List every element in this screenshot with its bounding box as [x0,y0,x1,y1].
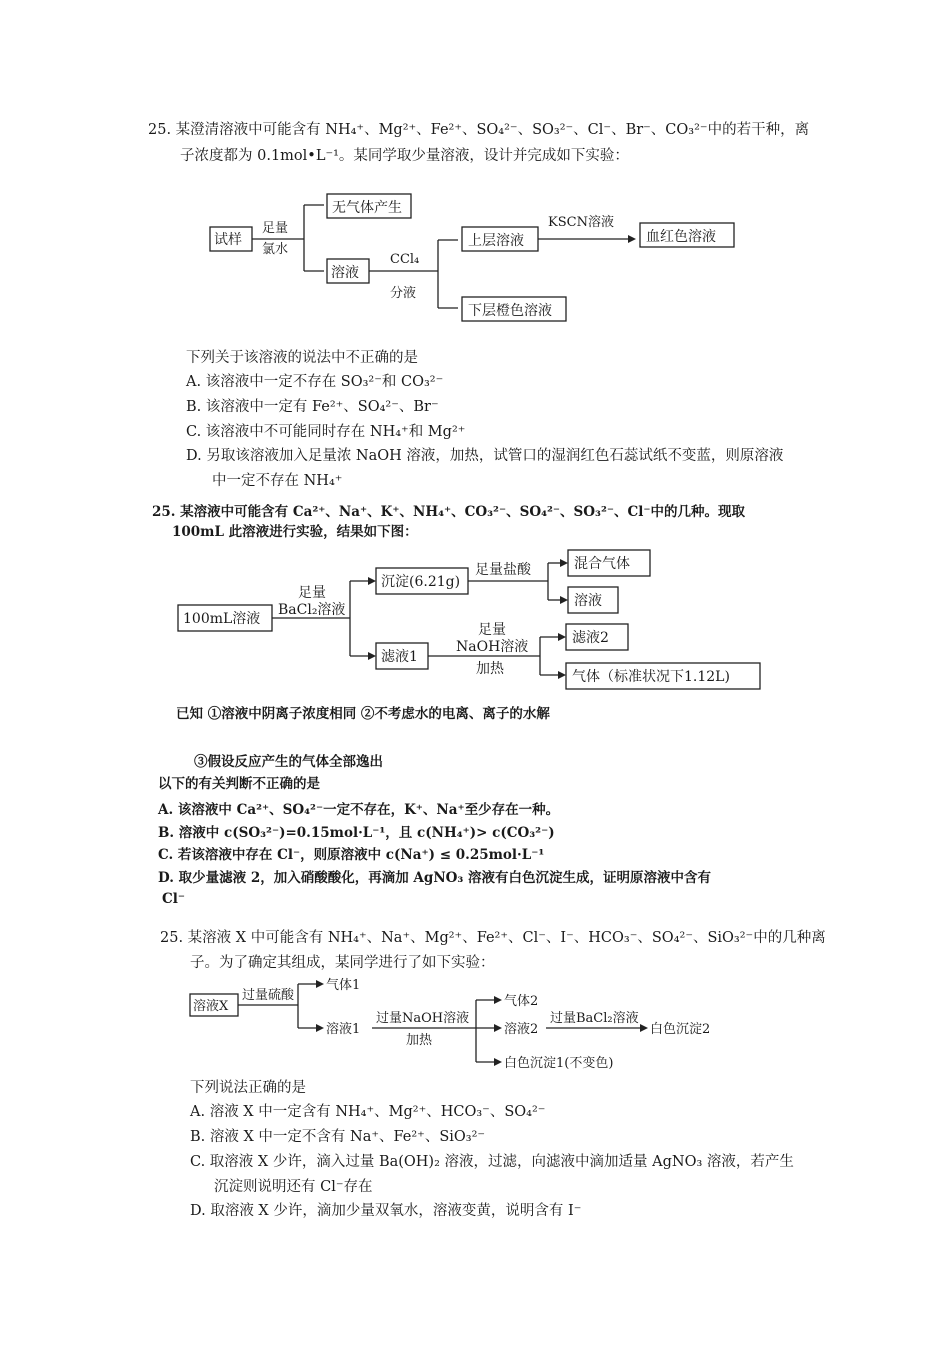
q2-filtrate1-label: 滤液1 [381,649,418,665]
q1-reagent1-b: 氯水 [262,242,289,257]
q2-known1: 已知 ①溶液中阴离子浓度相同 ②不考虑水的电离、离子的水解 [176,706,550,722]
q2-stem-line2: 100mL 此溶液进行实验，结果如下图： [172,524,418,540]
q1-blood-red-label: 血红色溶液 [646,229,716,245]
q2-option-b: B. 溶液中 c(SO₃²⁻)=0.15mol·L⁻¹，且 c(NH₄⁺)> c(CO₃²⁻) [158,825,555,841]
q2-stem-line1: 25. 某溶液中可能含有 Ca²⁺、Na⁺、K⁺、NH₄⁺、CO₃²⁻、SO₄²⁻、SO₃²⁻、Cl⁻中的几种。现取 [152,504,745,520]
q3-white2-label: 白色沉淀2 [650,1022,711,1037]
q2-question: 以下的有关判断不正确的是 [158,776,320,792]
q3-gas2-label: 气体2 [504,994,539,1009]
q1-option-d-cont: 中一定不存在 NH₄⁺ [212,473,343,489]
q1-option-a: A. 该溶液中一定不存在 SO₃²⁻和 CO₃²⁻ [186,374,444,390]
q2-naoh-c: 加热 [476,661,504,677]
q2-option-c: C. 若该溶液中存在 Cl⁻，则原溶液中 c(Na⁺) ≤ 0.25mol·L⁻¹ [158,847,545,863]
q1-reagent1-a: 足量 [262,221,289,236]
q1-sample-label: 试样 [214,232,242,248]
q1-question: 下列关于该溶液的说法中不正确的是 [186,350,418,366]
q2-naoh-b: NaOH溶液 [456,639,529,655]
q3-option-b: B. 溶液 X 中一定不含有 Na⁺、Fe²⁺、SiO₃²⁻ [190,1129,486,1145]
q3-option-c: C. 取溶液 X 少许，滴入过量 Ba(OH)₂ 溶液，过滤，向滤液中滴加适量 AgNO₃ 溶液，若产生 [190,1154,794,1170]
q3-question: 下列说法正确的是 [190,1080,306,1096]
q2-filtrate2-label: 滤液2 [572,630,609,646]
q3-option-a: A. 溶液 X 中一定含有 NH₄⁺、Mg²⁺、HCO₃⁻、SO₄²⁻ [190,1104,546,1120]
q3-flow-diagram [186,972,746,1082]
q1-separate-label: 分液 [390,286,417,301]
q1-option-d: D. 另取该溶液加入足量浓 NaOH 溶液，加热，试管口的湿润红色石蕊试纸不变蓝，则原溶液 [186,448,784,464]
q2-option-d: D. 取少量滤液 2，加入硝酸酸化，再滴加 AgNO₃ 溶液有白色沉淀生成，证明原溶液中含有 [158,870,712,886]
q3-start-label: 溶液X [193,999,229,1014]
q1-flow-diagram [200,185,760,325]
q3-naoh-b: 加热 [406,1033,433,1048]
q1-no-gas-label: 无气体产生 [332,200,402,216]
q1-ccl4-label: CCl₄ [390,252,420,267]
q2-mixed-gas-label: 混合气体 [574,556,630,572]
q2-flow-diagram [170,545,770,695]
q2-known2: ③假设反应产生的气体全部逸出 [194,754,383,770]
q2-solution-label: 溶液 [574,593,602,609]
q1-option-b: B. 该溶液中一定有 Fe²⁺、SO₄²⁻、Br⁻ [186,399,439,415]
q1-stem-line2: 子浓度都为 0.1mol•L⁻¹。某同学取少量溶液，设计并完成如下实验： [180,148,629,164]
q1-stem-line1: 25. 某澄清溶液中可能含有 NH₄⁺、Mg²⁺、Fe²⁺、SO₄²⁻、SO₃²⁻、Cl⁻、Br⁻、CO₃²⁻中的若干种，离 [148,122,810,138]
q3-sol2-label: 溶液2 [504,1022,539,1037]
q3-acid-label: 过量硫酸 [242,988,295,1003]
q3-option-c-cont: 沉淀则说明还有 Cl⁻存在 [214,1179,373,1195]
q1-solution-label: 溶液 [331,265,359,281]
q1-kscn-label: KSCN溶液 [548,215,614,230]
q2-option-a: A. 该溶液中 Ca²⁺、SO₄²⁻一定不存在，K⁺、Na⁺至少存在一种。 [158,802,560,818]
q2-bacl2-b: BaCl₂溶液 [278,602,346,618]
q3-white1-label: 白色沉淀1(不变色) [504,1056,614,1071]
q2-hcl-label: 足量盐酸 [475,562,531,578]
q2-start-label: 100mL溶液 [183,611,261,627]
q3-sol1-label: 溶液1 [326,1022,361,1037]
q3-stem-line2: 子。为了确定其组成，某同学进行了如下实验： [190,955,495,971]
q3-stem-line1: 25. 某溶液 X 中可能含有 NH₄⁺、Na⁺、Mg²⁺、Fe²⁺、Cl⁻、I⁻、HCO₃⁻、SO₄²⁻、SiO₃²⁻中的几种离 [160,930,826,946]
q2-naoh-a: 足量 [478,622,506,638]
q3-option-d: D. 取溶液 X 少许，滴加少量双氧水，溶液变黄，说明含有 I⁻ [190,1203,582,1219]
q3-naoh-a: 过量NaOH溶液 [376,1011,470,1026]
q1-lower-label: 下层橙色溶液 [468,303,552,319]
q3-bacl2-label: 过量BaCl₂溶液 [550,1011,639,1026]
q2-gas-label: 气体（标准状况下1.12L) [572,669,730,685]
q1-upper-label: 上层溶液 [468,233,524,249]
q2-bacl2-a: 足量 [298,585,326,601]
q2-option-d-cont: Cl⁻ [162,891,185,907]
q1-option-c: C. 该溶液中不可能同时存在 NH₄⁺和 Mg²⁺ [186,424,466,440]
q3-gas1-label: 气体1 [326,978,361,993]
q2-precip-label: 沉淀(6.21g) [381,574,461,590]
